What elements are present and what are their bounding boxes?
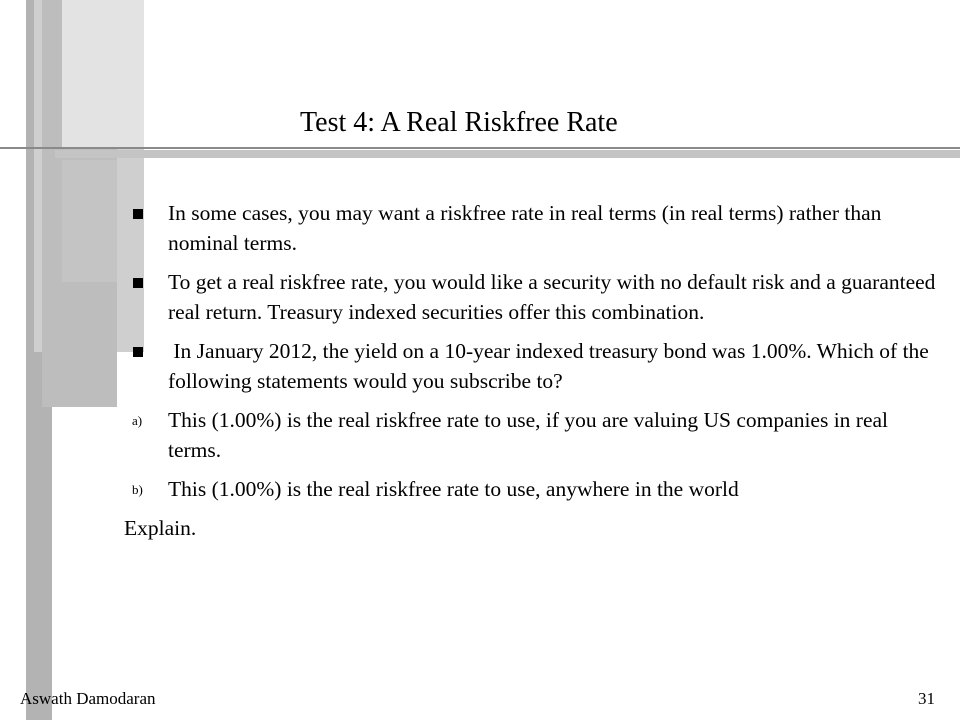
option-text: This (1.00%) is the real riskfree rate to use, anywhere in the world bbox=[168, 477, 739, 501]
square-bullet-icon bbox=[133, 209, 143, 219]
footer-author: Aswath Damodaran bbox=[20, 689, 156, 708]
bullet-text: To get a real riskfree rate, you would like a security with no default risk and a guaranteed real return. Treasury indexed securities offer this combination. bbox=[168, 270, 936, 324]
closing-text: Explain. bbox=[124, 516, 197, 540]
decor-bar-inner bbox=[62, 160, 117, 282]
title-rule-thick bbox=[55, 150, 960, 158]
slide-title: Test 4: A Real Riskfree Rate bbox=[300, 107, 618, 138]
bullet-item bbox=[124, 267, 936, 327]
option-marker: b) bbox=[132, 482, 143, 497]
option-marker: a) bbox=[132, 413, 143, 428]
option-text: This (1.00%) is the real riskfree rate to use, if you are valuing US companies in real terms. bbox=[168, 408, 889, 462]
option-item bbox=[124, 405, 936, 465]
option-item bbox=[124, 474, 936, 504]
slide-content bbox=[124, 198, 936, 543]
decor-bar-top bbox=[62, 0, 144, 148]
square-bullet-icon bbox=[133, 347, 143, 357]
title-rule-thin bbox=[0, 147, 960, 149]
bullet-item bbox=[124, 336, 936, 396]
bullet-text: In some cases, you may want a riskfree rate in real terms (in real terms) rather than nominal terms. bbox=[168, 201, 882, 255]
square-bullet-icon bbox=[133, 278, 143, 288]
bullet-item bbox=[124, 198, 936, 258]
page-number: 31 bbox=[918, 689, 935, 708]
bullet-text: In January 2012, the yield on a 10-year indexed treasury bond was 1.00%. Which of the following statements would you subscribe to? bbox=[168, 339, 935, 393]
